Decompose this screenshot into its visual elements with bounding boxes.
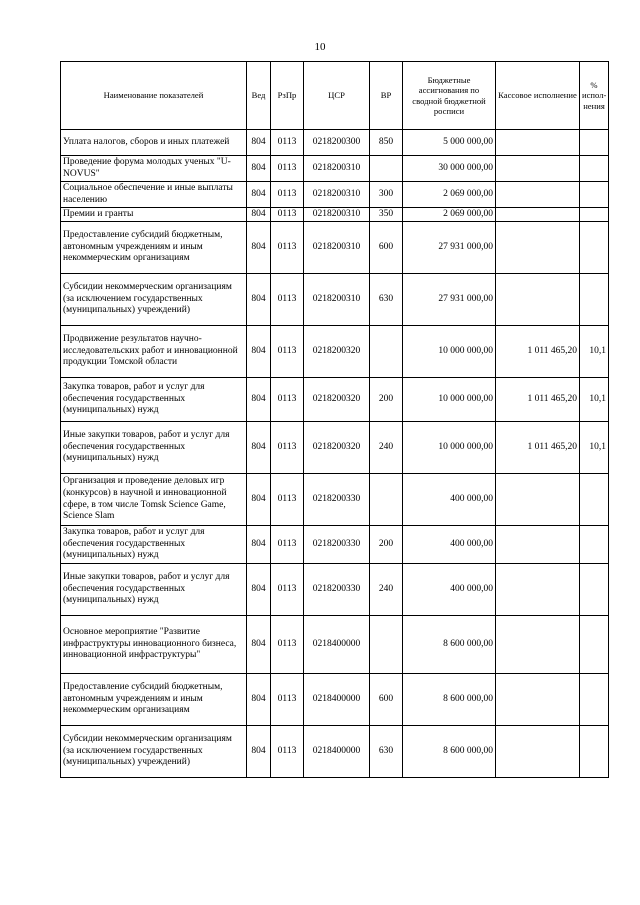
cell-budget: 400 000,00 [403,526,496,564]
header-cash: Кассовое исполнение [496,62,580,130]
cell-rzpr: 0113 [271,222,304,274]
cell-vr: 350 [370,208,403,222]
cell-ved: 804 [247,378,271,422]
cell-pct [580,222,609,274]
cell-name: Предоставление субсидий бюджетным, автономным учреждениям и иным некоммерческим организациям [61,674,247,726]
table-row [61,222,609,274]
cell-name: Основное мероприятие "Развитие инфраструктуры инновационного бизнеса, инновационной инфраструктуры" [61,616,247,674]
cell-ved: 804 [247,182,271,208]
table-row [61,474,609,526]
cell-cash [496,474,580,526]
cell-cash [496,208,580,222]
cell-vr: 850 [370,130,403,156]
table-row [61,208,609,222]
page-number: 10 [314,41,326,53]
cell-rzpr: 0113 [271,726,304,778]
cell-cash [496,182,580,208]
table-row [61,616,609,674]
cell-csr: 0218200320 [304,422,370,474]
table-header-row [61,62,609,130]
cell-budget: 400 000,00 [403,474,496,526]
cell-pct [580,274,609,326]
cell-pct [580,564,609,616]
cell-rzpr: 0113 [271,208,304,222]
table-row [61,564,609,616]
cell-vr: 630 [370,274,403,326]
cell-cash [496,674,580,726]
cell-vr: 630 [370,726,403,778]
cell-name: Продвижение результатов научно-исследовательских работ и инновационной продукции Томской области [61,326,247,378]
cell-cash: 1 011 465,20 [496,378,580,422]
cell-rzpr: 0113 [271,474,304,526]
cell-ved: 804 [247,130,271,156]
cell-csr: 0218200330 [304,474,370,526]
cell-csr: 0218200300 [304,130,370,156]
table-body [61,130,609,778]
cell-budget: 8 600 000,00 [403,616,496,674]
cell-cash [496,616,580,674]
cell-csr: 0218200310 [304,274,370,326]
cell-cash [496,222,580,274]
cell-name: Социальное обеспечение и иные выплаты населению [61,182,247,208]
cell-vr [370,616,403,674]
table-row [61,182,609,208]
cell-pct [580,130,609,156]
cell-ved: 804 [247,616,271,674]
cell-budget: 27 931 000,00 [403,222,496,274]
cell-ved: 804 [247,674,271,726]
cell-rzpr: 0113 [271,274,304,326]
cell-vr [370,326,403,378]
cell-vr: 600 [370,222,403,274]
cell-budget: 8 600 000,00 [403,674,496,726]
cell-cash [496,726,580,778]
cell-ved: 804 [247,474,271,526]
cell-ved: 804 [247,526,271,564]
table-row [61,726,609,778]
cell-name: Закупка товаров, работ и услуг для обеспечения государственных (муниципальных) нужд [61,526,247,564]
cell-rzpr: 0113 [271,326,304,378]
header-ved: Вед [247,62,271,130]
cell-pct: 10,1 [580,378,609,422]
header-budget: Бюджетные ассигнования по сводной бюджетной росписи [403,62,496,130]
cell-cash [496,130,580,156]
table-row [61,274,609,326]
cell-rzpr: 0113 [271,674,304,726]
cell-ved: 804 [247,222,271,274]
cell-name: Предоставление субсидий бюджетным, автономным учреждениям и иным некоммерческим организациям [61,222,247,274]
cell-rzpr: 0113 [271,526,304,564]
cell-budget: 400 000,00 [403,564,496,616]
cell-vr: 300 [370,182,403,208]
cell-csr: 0218200310 [304,222,370,274]
cell-pct [580,616,609,674]
table-row [61,378,609,422]
cell-name: Премии и гранты [61,208,247,222]
cell-rzpr: 0113 [271,156,304,182]
cell-pct: 10,1 [580,326,609,378]
cell-name: Субсидии некоммерческим организациям (за исключением государственных (муниципальных) учреждений) [61,274,247,326]
cell-budget: 2 069 000,00 [403,208,496,222]
header-name: Наименование показателей [61,62,247,130]
cell-cash: 1 011 465,20 [496,422,580,474]
cell-rzpr: 0113 [271,130,304,156]
table-row [61,674,609,726]
cell-ved: 804 [247,726,271,778]
cell-budget: 10 000 000,00 [403,422,496,474]
cell-vr: 600 [370,674,403,726]
cell-csr: 0218200330 [304,526,370,564]
cell-ved: 804 [247,326,271,378]
budget-table [60,61,609,778]
cell-name: Уплата налогов, сборов и иных платежей [61,130,247,156]
cell-budget: 8 600 000,00 [403,726,496,778]
cell-name: Проведение форума молодых ученых "U-NOVUS" [61,156,247,182]
cell-ved: 804 [247,422,271,474]
cell-csr: 0218400000 [304,726,370,778]
cell-csr: 0218400000 [304,674,370,726]
cell-vr [370,156,403,182]
table-row [61,326,609,378]
cell-ved: 804 [247,156,271,182]
header-pct: % испол- нения [580,62,609,130]
cell-budget: 10 000 000,00 [403,326,496,378]
table-row [61,422,609,474]
cell-vr: 240 [370,422,403,474]
cell-pct [580,674,609,726]
cell-rzpr: 0113 [271,564,304,616]
cell-pct [580,208,609,222]
cell-csr: 0218200310 [304,208,370,222]
cell-csr: 0218200330 [304,564,370,616]
cell-pct [580,474,609,526]
cell-vr: 200 [370,526,403,564]
cell-csr: 0218400000 [304,616,370,674]
cell-budget: 5 000 000,00 [403,130,496,156]
cell-ved: 804 [247,274,271,326]
cell-csr: 0218200310 [304,182,370,208]
cell-name: Закупка товаров, работ и услуг для обеспечения государственных (муниципальных) нужд [61,378,247,422]
cell-pct [580,526,609,564]
cell-cash [496,274,580,326]
cell-rzpr: 0113 [271,422,304,474]
cell-csr: 0218200320 [304,326,370,378]
table-row [61,156,609,182]
table-row [61,526,609,564]
cell-cash: 1 011 465,20 [496,326,580,378]
cell-name: Иные закупки товаров, работ и услуг для обеспечения государственных (муниципальных) нужд [61,564,247,616]
cell-pct [580,182,609,208]
cell-name: Иные закупки товаров, работ и услуг для обеспечения государственных (муниципальных) нужд [61,422,247,474]
cell-vr: 240 [370,564,403,616]
cell-pct [580,726,609,778]
cell-rzpr: 0113 [271,182,304,208]
cell-pct [580,156,609,182]
cell-rzpr: 0113 [271,378,304,422]
cell-name: Субсидии некоммерческим организациям (за исключением государственных (муниципальных) учреждений) [61,726,247,778]
cell-ved: 804 [247,564,271,616]
cell-cash [496,156,580,182]
cell-rzpr: 0113 [271,616,304,674]
cell-budget: 27 931 000,00 [403,274,496,326]
table-row [61,130,609,156]
cell-budget: 10 000 000,00 [403,378,496,422]
cell-vr: 200 [370,378,403,422]
header-vr: ВР [370,62,403,130]
cell-csr: 0218200320 [304,378,370,422]
header-rzpr: РзПр [271,62,304,130]
cell-cash [496,526,580,564]
cell-budget: 30 000 000,00 [403,156,496,182]
cell-pct: 10,1 [580,422,609,474]
cell-cash [496,564,580,616]
cell-ved: 804 [247,208,271,222]
cell-name: Организация и проведение деловых игр (конкурсов) в научной и инновационной сфере, в том числе Tomsk Science Game, Science Slam [61,474,247,526]
cell-csr: 0218200310 [304,156,370,182]
header-csr: ЦСР [304,62,370,130]
cell-budget: 2 069 000,00 [403,182,496,208]
cell-vr [370,474,403,526]
